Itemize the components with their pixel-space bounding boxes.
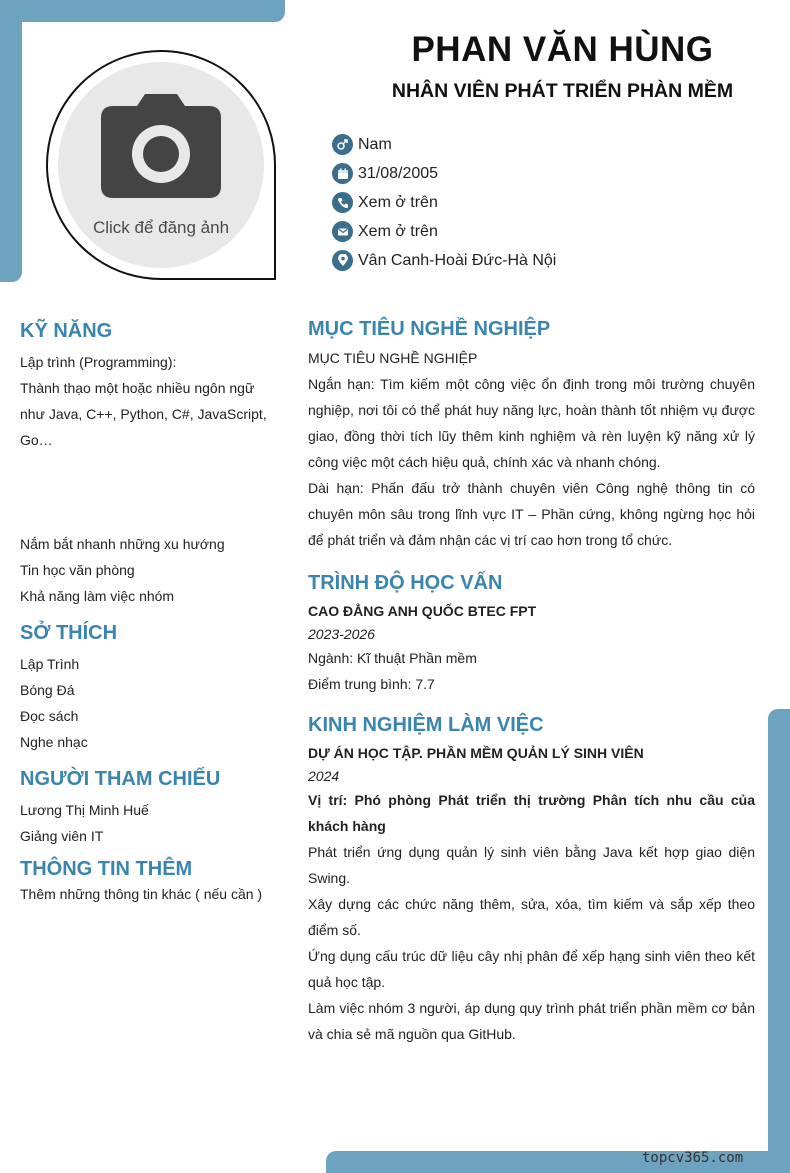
contact-email: [332, 217, 556, 246]
candidate-name: PHAN VĂN HÙNG: [411, 30, 714, 69]
contact-birthdate: [332, 159, 556, 188]
skills-list: [20, 349, 282, 609]
photo-upload-button[interactable]: [58, 62, 264, 268]
location-pin-icon: [332, 250, 353, 271]
experience-year: 2024: [308, 768, 340, 784]
skill-line: Nắm bắt nhanh những xu hướng: [20, 536, 225, 552]
education-title: TRÌNH ĐỘ HỌC VẤN: [308, 572, 503, 594]
skill-line: Tin học văn phòng: [20, 562, 135, 578]
reference-name: Lương Thị Minh Huế: [20, 802, 149, 818]
gender-value: Nam: [358, 135, 392, 153]
contact-gender: [332, 130, 556, 159]
address-value: Vân Canh-Hoài Đức-Hà Nội: [358, 251, 557, 269]
education-gpa: Điểm trung bình: 7.7: [308, 676, 435, 692]
skill-line: Go…: [20, 432, 53, 448]
photo-upload-caption: Click để đăng ảnh: [92, 218, 230, 237]
experience-detail: Xây dựng các chức năng thêm, sửa, xóa, tìm kiếm và sắp xếp theo điểm số.: [308, 896, 755, 938]
extra-info-title: THÔNG TIN THÊM: [20, 858, 193, 880]
birthdate-value: 31/08/2005: [358, 164, 439, 182]
hobbies-list: [20, 651, 282, 755]
job-title: NHÂN VIÊN PHÁT TRIỂN PHÀN MỀM: [391, 80, 734, 102]
skill-line: Thành thạo một hoặc nhiều ngôn ngữ: [20, 380, 255, 396]
email-icon: [332, 221, 353, 242]
objective-long-term: Dài hạn: Phấn đấu trở thành chuyên viên Công nghệ thông tin có chuyên môn sâu trong lĩnh vực IT – Phần cứng, không ngừng học hỏi để phát triển và đảm nhận các vị trí cao hơn trong tổ chức.: [308, 480, 755, 548]
reference-role: Giảng viên IT: [20, 828, 104, 844]
objective-title: MỤC TIÊU NGHỀ NGHIỆP: [308, 318, 551, 340]
gender-icon: [332, 134, 353, 155]
extra-info-text: Thêm những thông tin khác ( nếu cần ): [20, 886, 263, 902]
hobby-item: Đọc sách: [20, 708, 79, 724]
camera-icon: [99, 92, 223, 200]
experience-detail: Làm việc nhóm 3 người, áp dụng quy trình phát triển phần mềm cơ bản và chia sẻ mã nguồn qua GitHub.: [308, 1000, 755, 1042]
hobbies-title: SỞ THÍCH: [20, 622, 118, 644]
top-left-decor-bar: [0, 0, 285, 22]
education-years: 2023-2026: [308, 626, 375, 642]
references-title: NGƯỜI THAM CHIẾU: [20, 768, 221, 790]
right-decor-bar: [768, 709, 790, 1173]
experience-title: KINH NGHIỆM LÀM VIỆC: [308, 714, 544, 736]
experience-detail: Phát triển ứng dụng quản lý sinh viên bằng Java kết hợp giao diện Swing.: [308, 844, 755, 886]
objective-subtitle: MỤC TIÊU NGHỀ NGHIỆP: [308, 350, 478, 366]
watermark: topcv365.com: [642, 1150, 744, 1166]
hobby-item: Nghe nhạc: [20, 734, 88, 750]
phone-value: Xem ở trên: [358, 193, 438, 211]
experience-position: Vị trí: Phó phòng Phát triển thị trường Phân tích nhu cầu của khách hàng: [308, 792, 755, 834]
hobby-item: Bóng Đá: [20, 682, 75, 698]
skill-line: như Java, C++, Python, C#, JavaScript,: [20, 406, 267, 422]
experience-detail: Ứng dụng cấu trúc dữ liệu cây nhị phân để xếp hạng sinh viên theo kết quả học tập.: [308, 948, 755, 990]
contact-address: [332, 246, 556, 275]
contact-list: [332, 130, 556, 275]
experience-project: DỰ ÁN HỌC TẬP. PHẦN MỀM QUẢN LÝ SINH VIÊN: [308, 745, 644, 761]
left-decor-bar: [0, 0, 22, 282]
contact-phone: [332, 188, 556, 217]
photo-frame: [46, 50, 276, 280]
email-value: Xem ở trên: [358, 222, 438, 240]
references-list: [20, 797, 282, 849]
calendar-icon: [332, 163, 353, 184]
skills-title: KỸ NĂNG: [20, 320, 113, 342]
skill-line: Khả năng làm việc nhóm: [20, 588, 175, 604]
education-school: CAO ĐẲNG ANH QUỐC BTEC FPT: [308, 603, 537, 619]
left-column: [20, 317, 282, 905]
skill-line: Lập trình (Programming):: [20, 354, 177, 370]
education-major: Ngành: Kĩ thuật Phần mềm: [308, 650, 477, 666]
right-column: [308, 315, 755, 1047]
hobby-item: Lập Trình: [20, 656, 80, 672]
phone-icon: [332, 192, 353, 213]
objective-short-term: Ngắn hạn: Tìm kiếm một công việc ổn định trong môi trường chuyên nghiệp, nơi tôi có thể phát huy năng lực, hoàn thành tốt nhiệm vụ được giao, đồng thời tích lũy thêm kinh nghiệm và rèn luyện kỹ năng xử lý công việc một cách hiệu quả, chính xác và nhanh chóng.: [308, 376, 755, 470]
